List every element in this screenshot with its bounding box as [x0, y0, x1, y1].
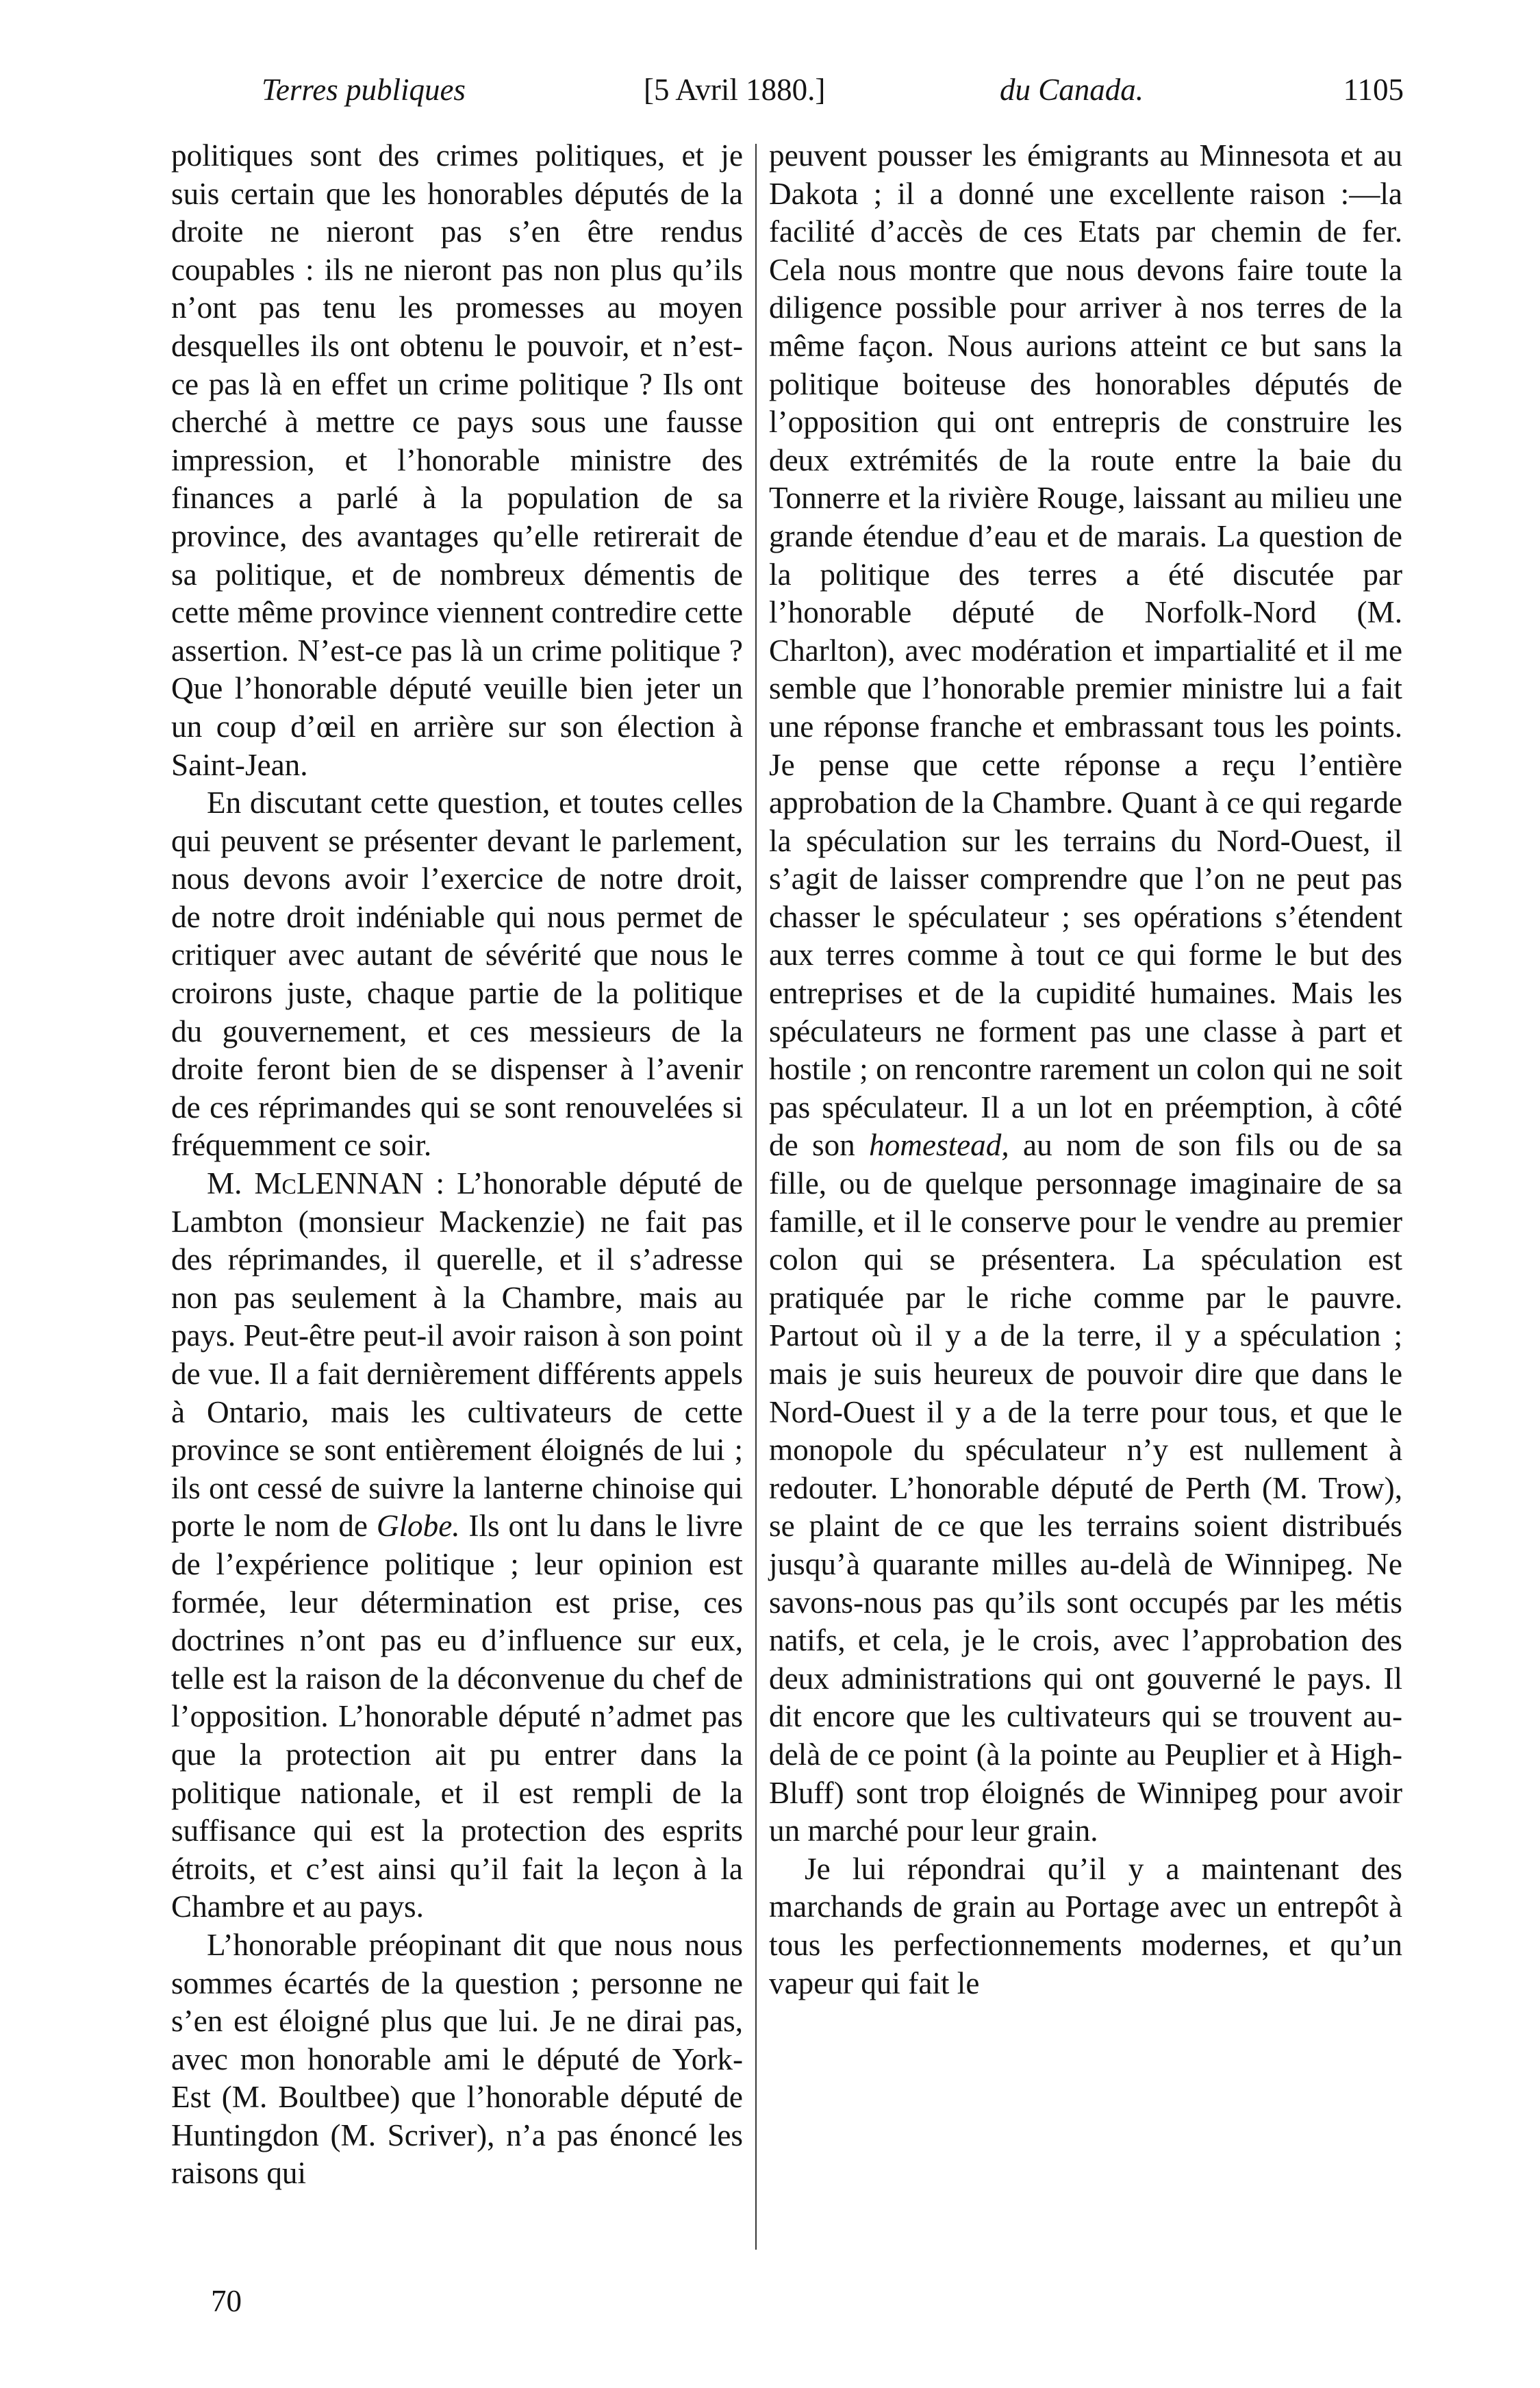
- left-paragraph-2: En discutant cette question, et toutes celles qui peuvent se présenter devant le parlement, nous devons avoir l’exercice de notre droit, de notre droit indéniable qui nous permet de critiquer avec autant de sévérité que nous le croirons juste, chaque partie de la politique du gouvernement, et ces messieurs de la droite feront bien de se dispenser à l’avenir de ces réprimandes qui se sont renouvelées si fréquemment ce soir.: [171, 785, 743, 1163]
- header-section-title: Terres publiques: [262, 73, 466, 107]
- left-column: [171, 137, 743, 2193]
- running-header: [253, 66, 1404, 114]
- left-paragraph-3-text-a: L’honorable député de Lambton (monsieur Mackenzie) ne fait pas des réprimandes, il querelle, et il s’adresse non pas seulement à la Chambre, mais au pays. Peut-être peut-il avoir raison à son point de vue. Il a fait dernièrement différents appels à Ontario, mais les cultivateurs de cette province se sont entièrement éloignés de lui ; ils ont cessé de suivre la lanterne chinoise qui porte le nom de: [171, 1166, 743, 1544]
- right-paragraph-1: [769, 137, 1402, 1850]
- right-paragraph-2: Je lui répondrai qu’il y a maintenant des marchands de grain au Portage avec un entrepôt à tous les perfectionnements modernes, et qu’un vapeur qui fait le: [769, 1851, 1402, 2000]
- left-paragraph-1: politiques sont des crimes politiques, et je suis certain que les honorables députés de la droite ne nieront pas s’en être rendus coupables : ils ne nieront pas non plus qu’ils n’ont pas tenu les promesses au moyen desquelles ils ont obtenu le pouvoir, et n’est-ce pas là en effet un crime politique ? Ils ont cherché à mettre ce pays sous une fausse impression, et l’honorable ministre des finances a parlé à la population de sa province, des avantages qu’elle retirerait de sa politique, et de nombreux démentis de cette même province viennent contredire cette assertion. N’est-ce pas là un crime politique ? Que l’honorable député veuille bien jeter un un coup d’œil en arrière sur son élection à Saint-Jean.: [171, 138, 743, 782]
- left-paragraph-3-text-b: Ils ont lu dans le livre de l’expérience politique ; leur opinion est formée, leur détermination est prise, ces doctrines n’ont pas eu d’influence sur eux, telle est la raison de la déconvenue du chef de l’opposition. L’honorable député n’admet pas que la protection ait pu entrer dans la politique nationale, et il est rempli de la suffisance qui est la protection des esprits étroits, et c’est ainsi qu’il fait la leçon à la Chambre et au pays.: [171, 1509, 743, 1924]
- right-paragraph-1-text-b: au nom de son fils ou de sa fille, ou de quelque personnage imaginaire de sa famille, et il le conserve pour le vendre au premier colon qui se présentera. La spéculation est pratiquée par le riche comme par le pauvre. Partout où il y a de la terre, il y a spéculation ; mais je suis heureux de pouvoir dire que dans le Nord-Ouest il y a de la terre pour tous, et que le monopole du spéculateur n’y est nullement à redouter. L’honorable député de Perth (M. Trow), se plaint de ce que les terrains soient distribués jusqu’à quarante milles au-delà de Winnipeg. Ne savons-nous pas qu’ils sont occupés par les métis natifs, et cela, je le crois, avec l’approbation des deux administrations qui ont gouverné le pays. Il dit encore que les cultivateurs qui se trouvent au-delà de ce point (à la pointe au Peuplier et à High-Bluff) sont trop éloignés de Winnipeg pour avoir un marché pour leur grain.: [769, 1128, 1402, 1848]
- page-number: 1105: [1343, 73, 1404, 107]
- header-date: [5 Avril 1880.]: [644, 73, 826, 107]
- signature-mark: 70: [211, 2284, 242, 2318]
- header-section-subtitle: du Canada.: [1000, 73, 1144, 107]
- left-paragraph-3: [171, 1165, 743, 1926]
- homestead-term: homestead,: [869, 1128, 1009, 1163]
- left-paragraph-4: L’honorable préopinant dit que nous nous sommes écartés de la question ; personne ne s’en est éloigné plus que lui. Je ne dirai pas, avec mon honorable ami le député de York-Est (M. Boultbee) que l’honorable député de Huntingdon (M. Scriver), n’a pas énoncé les raisons qui: [171, 1927, 743, 2191]
- newspaper-title: Globe.: [376, 1509, 460, 1544]
- right-paragraph-1-text-a: peuvent pousser les émigrants au Minnesota et au Dakota ; il a donné une excellente raison :—la facilité d’accès de ces Etats par chemin de fer. Cela nous montre que nous devons faire toute la diligence possible pour arriver à nos terres de la même façon. Nous aurions atteint ce but sans la politique boiteuse des honorables députés de l’opposition qui ont entrepris de construire les deux extrémités de la route entre la baie du Tonnerre et la rivière Rouge, laissant au milieu une grande étendue d’eau et de marais. La question de la politique des terres a été discutée par l’honorable député de Norfolk-Nord (M. Charlton), avec modération et impartialité et il me semble que l’honorable premier ministre lui a fait une réponse franche et embrassant tous les points. Je pense que cette réponse a reçu l’entière approbation de la Chambre. Quant à ce qui regarde la spéculation sur les terrains du Nord-Ouest, il s’agit de laisser comprendre que l’on ne peut pas chasser le spéculateur ; ses opérations s’étendent aux terres comme à tout ce qui forme le but des entreprises et de la cupidité humaines. Mais les spéculateurs ne forment pas une classe à part et hostile ; on rencontre rarement un colon qui ne soit pas spéculateur. Il a un lot en préemption, à côté de son: [769, 138, 1402, 1163]
- right-column: [769, 137, 1402, 2002]
- speaker-name: M. McLENNAN :: [207, 1166, 445, 1201]
- column-divider: [755, 144, 757, 2250]
